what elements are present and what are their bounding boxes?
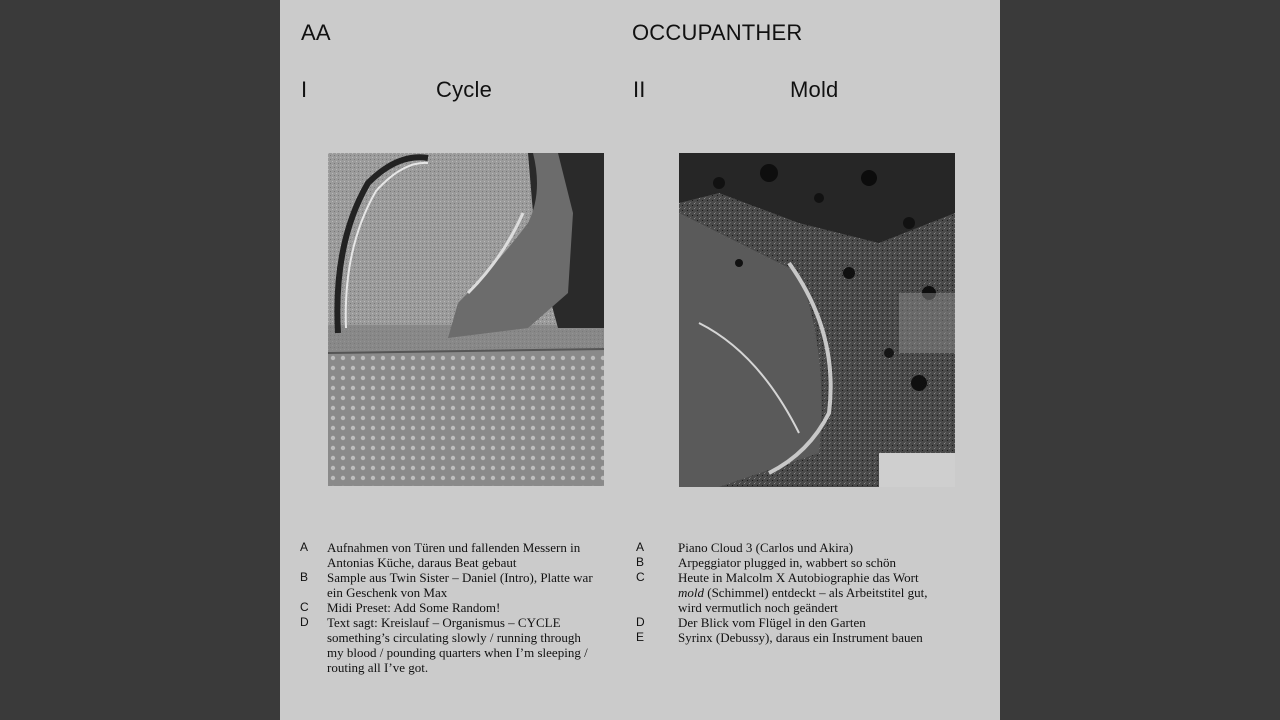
track-letter: A	[636, 540, 645, 554]
track-letter: C	[300, 600, 309, 614]
track-text	[678, 570, 927, 615]
track-letter: D	[300, 615, 309, 629]
track-text: Aufnahmen von Türen und fallenden Messern in Antonias Küche, daraus Beat gebaut	[327, 540, 581, 570]
track-item	[636, 570, 936, 615]
track-text: Der Blick vom Flügel in den Garten	[678, 615, 866, 630]
track-text: Midi Preset: Add Some Random!	[327, 600, 501, 615]
side-1-title: Cycle	[436, 77, 493, 102]
track-text: Syrinx (Debussy), daraus ein Instrument bauen	[678, 630, 923, 645]
track-text-post: (Schimmel) entdeckt – als Arbeitstitel gut, wird vermutlich noch geändert	[678, 585, 928, 615]
side-1-artwork	[328, 153, 604, 486]
track-text: Arpeggiator plugged in, wabbert so schön	[678, 555, 897, 570]
album-cover	[280, 0, 1000, 720]
track-item	[636, 540, 936, 555]
track-letter: B	[300, 570, 309, 584]
track-item	[300, 615, 600, 675]
track-item	[636, 615, 936, 630]
track-item	[636, 630, 936, 645]
track-item	[300, 540, 600, 570]
track-item	[636, 555, 936, 570]
side-2-numeral: II	[633, 77, 646, 102]
track-letter: A	[300, 540, 309, 554]
track-letter: D	[636, 615, 645, 629]
track-letter: B	[636, 555, 645, 569]
track-item	[300, 570, 600, 600]
track-item	[300, 600, 600, 615]
track-text-italic: mold	[678, 585, 704, 600]
track-text: Piano Cloud 3 (Carlos und Akira)	[678, 540, 854, 555]
track-letter: E	[636, 630, 645, 644]
side-1-tracklist	[300, 540, 600, 675]
side-2-title: Mold	[790, 77, 839, 102]
track-letter: C	[636, 570, 645, 584]
track-text: Sample aus Twin Sister – Daniel (Intro), Platte war ein Geschenk von Max	[327, 570, 593, 600]
artist-name: AA	[301, 20, 331, 45]
track-text: Text sagt: Kreislauf – Organismus – CYCLE something’s circulating slowly / running through my blood / pounding quarters when I’m sleeping / routing all I’ve got.	[327, 615, 588, 675]
side-2-tracklist	[636, 540, 936, 645]
side-1-numeral: I	[301, 77, 308, 102]
side-2-artwork	[679, 153, 955, 487]
track-text-pre: Heute in Malcolm X Autobiographie das Wort	[678, 570, 919, 585]
label-name: OCCUPANTHER	[632, 20, 803, 45]
